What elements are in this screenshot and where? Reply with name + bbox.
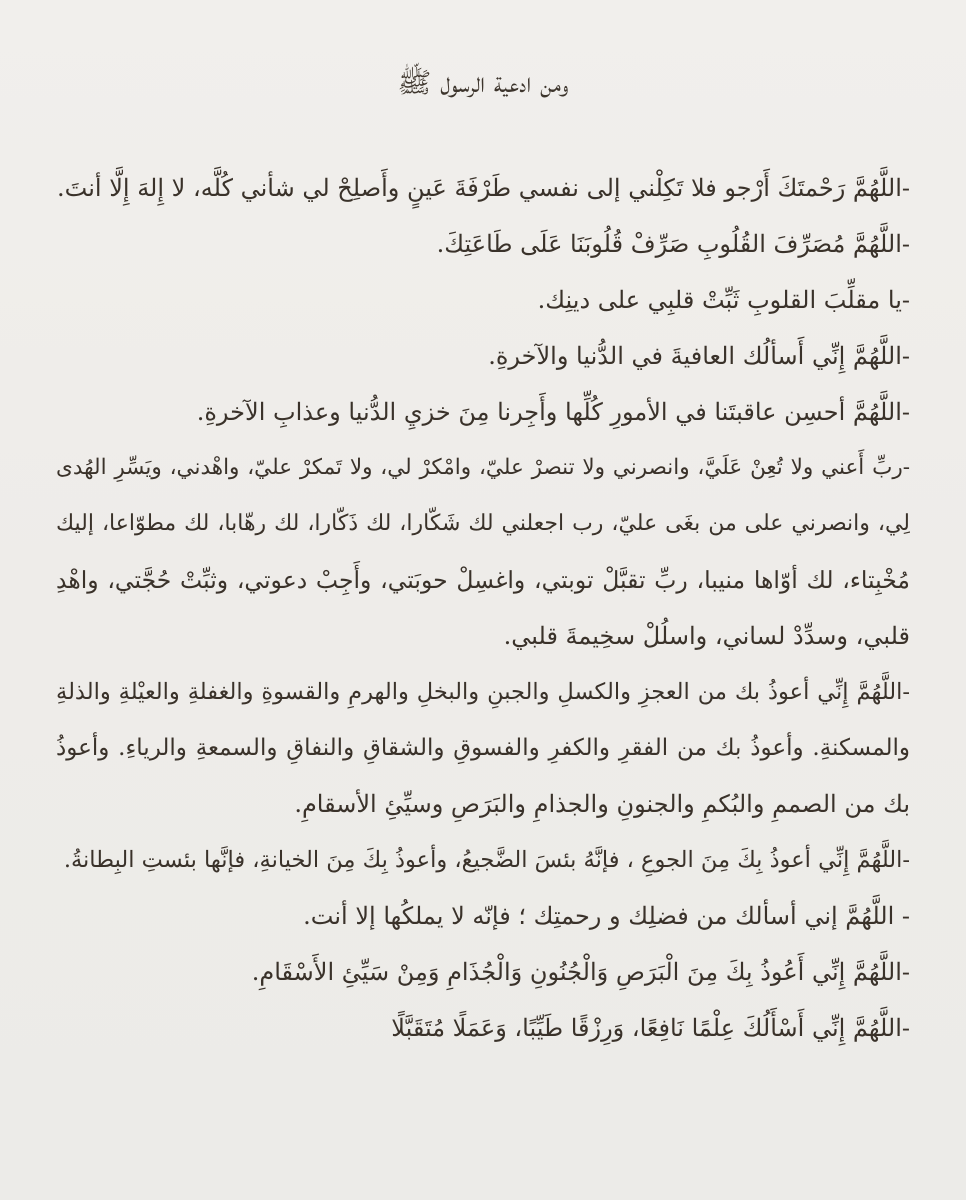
supplications-text — [56, 160, 910, 1056]
text-line: -اللَّهُمَّ إِنِّي أَسألُك العافيةَ في الدُّنيا والآخرةِ. — [488, 342, 910, 370]
text-line: بك من الصممِ والبُكمِ والجنونِ والجذامِ والبَرَصِ وسيِّئِ الأسقامِ. — [294, 790, 910, 818]
text-line: -اللَّهُمَّ مُصَرِّفَ القُلُوبِ صَرِّفْ قُلُوبَنَا عَلَى طَاعَتِكَ. — [436, 230, 910, 258]
text-line: والمسكنةِ. وأعوذُ بك من الفقرِ والكفرِ والفسوقِ والشقاقِ والنفاقِ والسمعةِ والرياءِ. وأعوذُ — [56, 735, 910, 761]
text-line: -اللَّهُمَّ إِنِّي أعوذُ بِكَ مِنَ الجوعِ ، فإنَّهُ بئسَ الضَّجيعُ، وأعوذُ بِكَ مِنَ الخيانةِ، فإنَّها بئستِ البِطانةُ. — [63, 847, 910, 873]
text-line: -اللَّهُمَّ إِنِّي أعوذُ بك من العجزِ والكسلِ والجبنِ والبخلِ والهرمِ والقسوةِ والغفلةِ والعيْلةِ والذلةِ — [56, 679, 910, 705]
text-line: مُخْبِتاء، لك أوّاها منيبا، ربِّ تقبَّلْ توبتي، واغسِلْ حوبَتي، وأَجِبْ دعوتي، وثبِّتْ حُجَّتي، واهْدِ — [56, 566, 910, 594]
text-line: لِي، وانصرني على من بغَى عليّ، رب اجعلني لك شَكّارا، لك ذَكّارا، لك رهّابا، لك مطوّاعا، إليك — [56, 511, 910, 536]
text-line: قلبي، وسدِّدْ لساني، واسلُلْ سخِيمةَ قلبي. — [503, 622, 910, 650]
page-title: ومن ادعية الرسول ﷺ — [397, 66, 569, 99]
text-line: - اللَّهُمَّ إني أسألك من فضلِك و رحمتِك ؛ فإنّه لا يملكُها إلا أنت. — [303, 902, 910, 930]
text-line: -اللَّهُمَّ إِنِّي أَعُوذُ بِكَ مِنَ الْبَرَصِ وَالْجُنُونِ وَالْجُذَامِ وَمِنْ سَيِّئِ الأَسْقَامِ. — [251, 958, 910, 986]
text-line: -اللَّهُمَّ إِنِّي أَسْأَلُكَ عِلْمًا نَافِعًا، وَرِزْقًا طَيِّبًا، وَعَمَلًا مُتَقَبَّلًا — [391, 1014, 910, 1042]
text-line: -اللَّهُمَّ أحسِن عاقبتَنا في الأمورِ كُلِّها وأَجِرنا مِنَ خزيِ الدُّنيا وعذابِ الآخرةِ. — [196, 398, 910, 426]
text-line: -اللَّهُمَّ رَحْمتَكَ أَرْجو فلا تَكِلْني إلى نفسي طَرْفَةَ عَينٍ وأَصلِحْ لي شأني كُلَّه، لا إِلهَ إِلَّا أنتَ. — [57, 174, 910, 202]
text-line: -يا مقلِّبَ القلوبِ ثَبِّتْ قلبِي على دينِك. — [537, 286, 910, 314]
text-line: -ربِّ أَعني ولا تُعِنْ عَلَيَّ، وانصرني ولا تنصرْ عليّ، وامْكرْ لي، ولا تَمكرْ عليّ، واهْدني، ويَسِّرِ الهُدى — [56, 455, 910, 480]
